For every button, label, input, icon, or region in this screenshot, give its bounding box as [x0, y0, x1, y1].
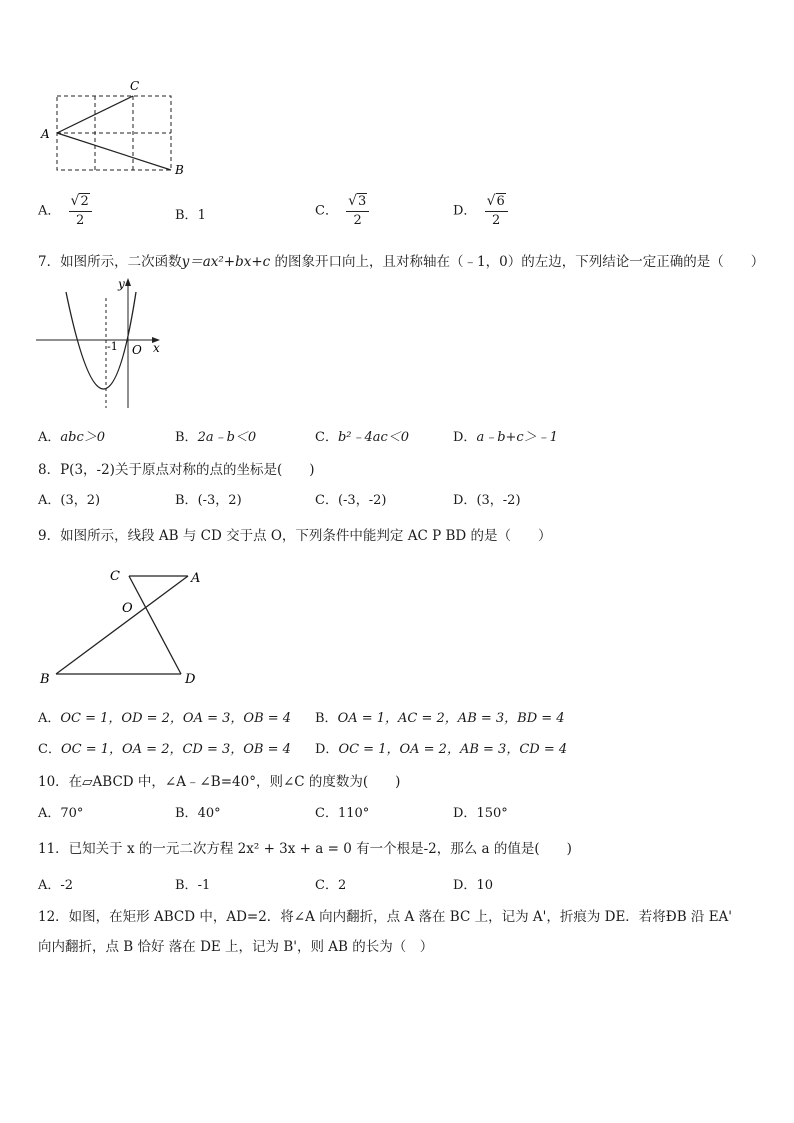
- q6-option-a[interactable]: A． $\frac{√2}{2}$: [38, 192, 92, 230]
- q10-option-c[interactable]: C．110°: [315, 806, 370, 821]
- q12-stem-line1: 12．如图，在矩形 ABCD 中，AD=2．将∠A 向内翻折，点 A 落在 BC 上，记为 A'，折痕为 DE．若将ÐB 沿 EA': [38, 909, 733, 925]
- label-a: A: [41, 127, 50, 141]
- q11-option-b[interactable]: B．-1: [175, 878, 211, 893]
- q6-option-d[interactable]: D． $\frac{√6}{2}$: [453, 192, 508, 230]
- q12-stem-line2: 向内翻折，点 B 恰好 落在 DE 上，记为 B'，则 AB 的长为（ ）: [38, 939, 434, 955]
- q7-option-a[interactable]: A．abc＞0: [38, 430, 106, 445]
- q9-option-b[interactable]: B．OA = 1，AC = 2，AB = 3，BD = 4: [315, 711, 565, 726]
- q8-option-a[interactable]: A．(3，2): [38, 493, 101, 508]
- q9-option-a[interactable]: A．OC = 1，OD = 2，OA = 3，OB = 4: [38, 711, 292, 726]
- q11-option-d[interactable]: D．10: [453, 878, 493, 893]
- q7-parabola-graph: [36, 276, 166, 412]
- label-c: C: [110, 569, 120, 584]
- q7-option-c[interactable]: C．b²﹣4ac＜0: [315, 430, 410, 445]
- y-axis-label: y: [118, 277, 125, 291]
- q11-option-a[interactable]: A．-2: [38, 878, 74, 893]
- q6-option-b[interactable]: B．1: [175, 208, 206, 223]
- minus-one-label: -1: [107, 340, 118, 353]
- label-b: B: [175, 163, 184, 177]
- q11-stem: 11．已知关于 x 的一元二次方程 2x² + 3x + a = 0 有一个根是-2，那么 a 的值是( ): [38, 841, 572, 857]
- fraction: $\frac{√6}{2}$: [485, 192, 508, 230]
- q7-stem: 7．如图所示，二次函数y＝ax²+bx+c 的图象开口向上，且对称轴在（﹣1，0）的左边，下列结论一定正确的是（ ）: [38, 254, 765, 270]
- fraction: $\frac{√3}{2}$: [346, 192, 369, 230]
- q10-option-a[interactable]: A．70°: [38, 806, 84, 821]
- segment-cd: [129, 576, 181, 674]
- q7-option-b[interactable]: B．2a﹣b＜0: [175, 430, 257, 445]
- q8-option-c[interactable]: C．(-3，-2): [315, 493, 387, 508]
- segment-ab: [57, 133, 171, 170]
- fraction: $\frac{√2}{2}$: [69, 192, 92, 230]
- label-a: A: [191, 571, 201, 586]
- label-c: C: [130, 79, 140, 93]
- label-b: B: [40, 672, 50, 687]
- q8-option-b[interactable]: B．(-3，2): [175, 493, 242, 508]
- q11-option-c[interactable]: C．2: [315, 878, 347, 893]
- q6-option-c[interactable]: C． $\frac{√3}{2}$: [315, 192, 369, 230]
- q8-stem: 8．P(3，-2)关于原点对称的点的坐标是( ): [38, 462, 315, 478]
- label-d: D: [185, 672, 196, 687]
- q9-option-d[interactable]: D．OC = 1，OA = 2，AB = 3，CD = 4: [315, 742, 568, 757]
- q6-grid-figure: [36, 76, 196, 180]
- q7-option-d[interactable]: D．a﹣b+c＞﹣1: [453, 430, 558, 445]
- q9-figure: [36, 562, 206, 690]
- segment-ab: [56, 576, 188, 674]
- label-o: O: [122, 601, 133, 616]
- q9-option-c[interactable]: C．OC = 1，OA = 2，CD = 3，OB = 4: [38, 742, 291, 757]
- q8-option-d[interactable]: D．(3，-2): [453, 493, 521, 508]
- x-axis-label: x: [153, 341, 160, 355]
- q10-option-b[interactable]: B．40°: [175, 806, 221, 821]
- q9-stem: 9．如图所示，线段 AB 与 CD 交于点 O，下列条件中能判定 AC P BD 的是（ ）: [38, 528, 552, 544]
- q10-stem: 10．在▱ABCD 中，∠A﹣∠B=40°，则∠C 的度数为( ): [38, 774, 401, 790]
- q10-option-d[interactable]: D．150°: [453, 806, 508, 821]
- origin-label: O: [132, 343, 142, 357]
